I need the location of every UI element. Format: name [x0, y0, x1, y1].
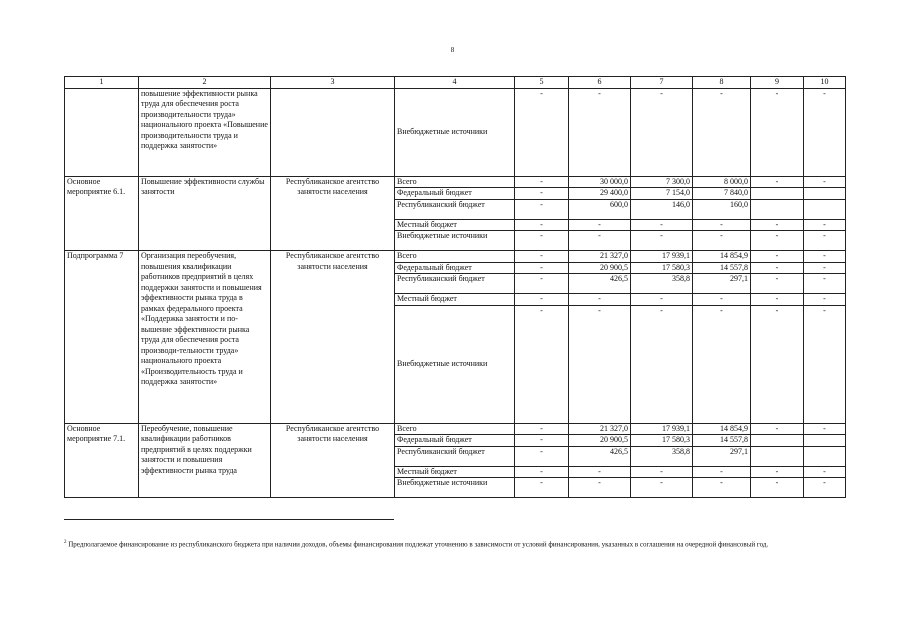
value-cell: 14 557,8	[693, 435, 751, 447]
funding-source-cell: Федеральный бюджет	[395, 262, 515, 274]
table-row	[65, 88, 846, 176]
value-cell: -	[569, 478, 631, 498]
value-cell: 7 840,0	[693, 188, 751, 200]
column-header: 1	[65, 77, 139, 89]
value-cell: -	[751, 88, 804, 176]
column-header: 3	[271, 77, 395, 89]
executor-cell: Республиканское агентство занятости населения	[271, 423, 395, 498]
value-cell: -	[751, 262, 804, 274]
funding-source-cell: Внебюджетные источники	[395, 305, 515, 423]
value-cell: -	[515, 176, 569, 188]
column-header: 10	[804, 77, 846, 89]
footnote-divider	[64, 519, 394, 520]
value-cell: -	[515, 423, 569, 435]
value-cell: 297,1	[693, 446, 751, 466]
value-cell: -	[631, 478, 693, 498]
value-cell: 7 154,0	[631, 188, 693, 200]
value-cell: -	[515, 466, 569, 478]
funding-source-cell: Федеральный бюджет	[395, 435, 515, 447]
value-cell: -	[569, 219, 631, 231]
value-cell: -	[631, 466, 693, 478]
funding-source-cell: Республиканский бюджет	[395, 274, 515, 294]
value-cell: -	[631, 305, 693, 423]
value-cell: -	[804, 231, 846, 251]
program-name-cell: Организация переобучения, повышения квалификации работников предприятий в целях поддержки занятости и повышения эффективности рынка труда в рамках федерального проекта «Поддержка занятости и по-вышение эффективности рынка труда для обеспечения роста производи-тельности труда» национального проекта «Производительность труда и поддержка занятости»	[139, 251, 271, 424]
value-cell: -	[751, 251, 804, 263]
value-cell: -	[751, 423, 804, 435]
column-header: 2	[139, 77, 271, 89]
value-cell: -	[515, 231, 569, 251]
value-cell: -	[751, 294, 804, 306]
value-cell	[804, 446, 846, 466]
program-name-cell: повышение эффективности рынка труда для обеспечения роста производительности труда» национального проекта «Повышение производительности труда и поддержка занятости»	[139, 88, 271, 176]
footnote	[64, 538, 844, 549]
value-cell: -	[751, 176, 804, 188]
value-cell: 17 580,3	[631, 262, 693, 274]
value-cell: -	[804, 478, 846, 498]
value-cell: -	[751, 305, 804, 423]
program-code-cell: Подпрограмма 7	[65, 251, 139, 424]
value-cell: 30 000,0	[569, 176, 631, 188]
funding-source-cell: Всего	[395, 251, 515, 263]
executor-cell	[271, 88, 395, 176]
funding-source-cell: Местный бюджет	[395, 219, 515, 231]
value-cell: -	[804, 305, 846, 423]
value-cell: -	[804, 219, 846, 231]
value-cell: -	[751, 274, 804, 294]
value-cell: -	[515, 262, 569, 274]
funding-source-cell: Всего	[395, 176, 515, 188]
value-cell: -	[515, 305, 569, 423]
value-cell: -	[693, 305, 751, 423]
executor-cell: Республиканское агентство занятости населения	[271, 251, 395, 424]
executor-cell: Республиканское агентство занятости населения	[271, 176, 395, 251]
value-cell: -	[693, 231, 751, 251]
value-cell: -	[693, 294, 751, 306]
value-cell: 426,5	[569, 274, 631, 294]
value-cell: -	[569, 88, 631, 176]
value-cell: -	[693, 466, 751, 478]
value-cell: 14 854,9	[693, 251, 751, 263]
footnote-mark: 2	[64, 540, 67, 545]
funding-source-cell: Федеральный бюджет	[395, 188, 515, 200]
value-cell: 358,8	[631, 274, 693, 294]
value-cell	[804, 188, 846, 200]
value-cell: 14 854,9	[693, 423, 751, 435]
value-cell	[751, 435, 804, 447]
value-cell: -	[631, 88, 693, 176]
program-code-cell: Основное мероприятие 6.1.	[65, 176, 139, 251]
value-cell: -	[693, 88, 751, 176]
value-cell: 29 400,0	[569, 188, 631, 200]
value-cell: -	[631, 219, 693, 231]
value-cell: 14 557,8	[693, 262, 751, 274]
funding-source-cell: Внебюджетные источники	[395, 88, 515, 176]
value-cell: 7 300,0	[631, 176, 693, 188]
value-cell: -	[631, 294, 693, 306]
value-cell	[804, 199, 846, 219]
table-body	[65, 77, 846, 498]
value-cell: -	[804, 88, 846, 176]
column-header: 4	[395, 77, 515, 89]
funding-source-cell: Местный бюджет	[395, 466, 515, 478]
value-cell: -	[693, 219, 751, 231]
value-cell: 146,0	[631, 199, 693, 219]
value-cell: -	[569, 294, 631, 306]
column-header: 8	[693, 77, 751, 89]
value-cell: 426,5	[569, 446, 631, 466]
value-cell: 20 900,5	[569, 435, 631, 447]
value-cell: -	[751, 231, 804, 251]
program-name-cell: Повышение эффективности службы занятости	[139, 176, 271, 251]
program-name-cell: Переобучение, повышение квалификации работников предприятий в целях поддержки занятости и повышения эффективности рынка труда	[139, 423, 271, 498]
value-cell: -	[515, 88, 569, 176]
value-cell: 8 000,0	[693, 176, 751, 188]
value-cell: -	[751, 219, 804, 231]
value-cell	[804, 435, 846, 447]
program-code-cell: Основное мероприятие 7.1.	[65, 423, 139, 498]
funding-source-cell: Всего	[395, 423, 515, 435]
funding-source-cell: Местный бюджет	[395, 294, 515, 306]
column-header: 7	[631, 77, 693, 89]
value-cell: 20 900,5	[569, 262, 631, 274]
value-cell: -	[515, 199, 569, 219]
value-cell: -	[515, 446, 569, 466]
footnote-text: Предполагаемое финансирование из республиканского бюджета при наличии доходов, объемы финансирования подлежат уточнению в зависимости от условий финансирования, указанных в соглашения на очередной финансовый год.	[68, 540, 769, 549]
value-cell: -	[631, 231, 693, 251]
value-cell: -	[693, 478, 751, 498]
value-cell: -	[804, 294, 846, 306]
value-cell: -	[751, 478, 804, 498]
table-row	[65, 251, 846, 263]
column-header: 9	[751, 77, 804, 89]
value-cell	[751, 446, 804, 466]
value-cell: 358,8	[631, 446, 693, 466]
value-cell	[751, 199, 804, 219]
value-cell: 600,0	[569, 199, 631, 219]
funding-table	[64, 76, 846, 498]
funding-source-cell: Республиканский бюджет	[395, 199, 515, 219]
value-cell: 17 939,1	[631, 251, 693, 263]
value-cell: -	[804, 251, 846, 263]
value-cell: 160,0	[693, 199, 751, 219]
value-cell: 21 327,0	[569, 251, 631, 263]
value-cell: -	[515, 188, 569, 200]
value-cell: -	[515, 219, 569, 231]
value-cell: -	[751, 466, 804, 478]
value-cell: -	[804, 262, 846, 274]
value-cell: -	[515, 478, 569, 498]
value-cell: 17 580,3	[631, 435, 693, 447]
table-row	[65, 176, 846, 188]
value-cell: -	[515, 251, 569, 263]
funding-source-cell: Внебюджетные источники	[395, 478, 515, 498]
column-header: 5	[515, 77, 569, 89]
value-cell	[751, 188, 804, 200]
value-cell: -	[515, 294, 569, 306]
value-cell: -	[804, 176, 846, 188]
value-cell: -	[804, 466, 846, 478]
value-cell: -	[515, 435, 569, 447]
page-number: 8	[450, 46, 455, 54]
column-header: 6	[569, 77, 631, 89]
value-cell: 297,1	[693, 274, 751, 294]
value-cell: 17 939,1	[631, 423, 693, 435]
value-cell: -	[569, 305, 631, 423]
value-cell: 21 327,0	[569, 423, 631, 435]
header-row	[65, 77, 846, 89]
value-cell: -	[515, 274, 569, 294]
value-cell: -	[804, 274, 846, 294]
program-code-cell	[65, 88, 139, 176]
table-row	[65, 423, 846, 435]
funding-source-cell: Внебюджетные источники	[395, 231, 515, 251]
funding-source-cell: Республиканский бюджет	[395, 446, 515, 466]
value-cell: -	[804, 423, 846, 435]
value-cell: -	[569, 466, 631, 478]
value-cell: -	[569, 231, 631, 251]
